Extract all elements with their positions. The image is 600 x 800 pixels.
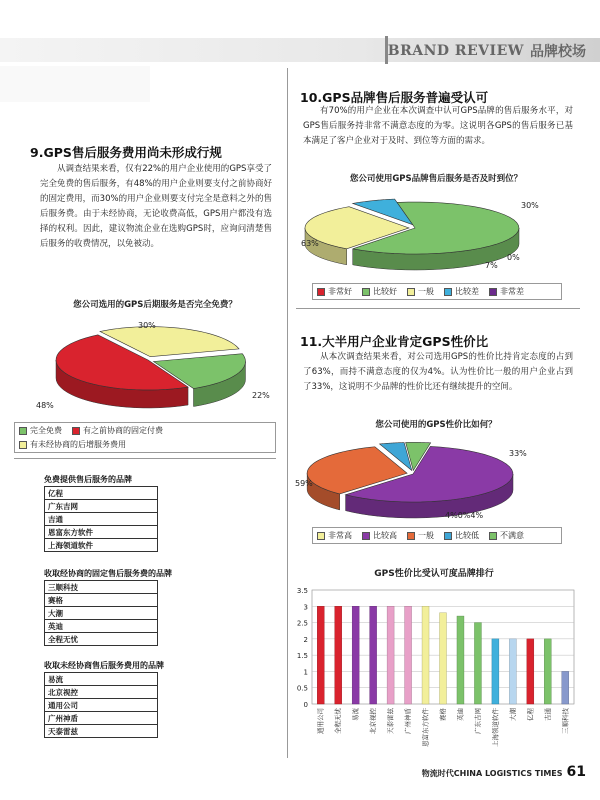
x-tick-label: 英迪	[456, 708, 465, 721]
legend-entry	[19, 425, 62, 436]
section-name: 品牌校场	[530, 44, 586, 60]
legend-label: 比较高	[373, 531, 397, 540]
legend-swatch	[362, 532, 370, 540]
x-tick-label: 通用公司	[316, 708, 325, 734]
legend-entry	[407, 286, 434, 297]
sec9-body: 从调查结果来看，仅有22%的用户企业使用的GPS享受了完全免费的售后服务，有48%的用户企业则要支付之前协商好的固定费用，而30%的用户企业则要支付完全是意料之外的售后服务费。由于未经协商，无论收费高低，GPS用户都没有选择的权利。因此，建议物流企业在选购GPS时，应询问清楚售后服务的收费情况，以免被动。	[40, 164, 272, 249]
table-row	[45, 712, 158, 725]
legend-swatch	[19, 427, 27, 435]
table1	[44, 486, 158, 552]
legend-swatch	[444, 288, 452, 296]
table-row	[45, 487, 158, 500]
chart2-pie	[295, 188, 577, 280]
pie-value-label: 33%	[509, 449, 527, 458]
table-cell: 英迪	[45, 620, 158, 633]
legend-swatch	[19, 441, 27, 449]
x-tick-label: 大潮	[508, 708, 517, 721]
pie-value-label: 30%	[138, 321, 156, 330]
x-tick-label: 吉通	[543, 708, 552, 721]
y-tick-label: 0.5	[296, 684, 308, 693]
pie-value-label: 59%	[295, 479, 313, 488]
legend-label: 非常好	[328, 287, 352, 296]
y-tick-label: 1.5	[296, 652, 308, 661]
legend-label: 比较差	[455, 287, 479, 296]
legend-label: 不满意	[500, 531, 524, 540]
legend-label: 非常高	[328, 531, 352, 540]
table-cell: 大潮	[45, 607, 158, 620]
bar	[457, 616, 464, 704]
legend-entry	[72, 425, 163, 436]
bar	[352, 606, 359, 704]
table-cell: 北京视控	[45, 686, 158, 699]
table-cell: 广州神盾	[45, 712, 158, 725]
legend-entry	[444, 530, 479, 541]
table-row	[45, 607, 158, 620]
legend-swatch	[362, 288, 370, 296]
table-cell: 三顺科技	[45, 581, 158, 594]
table-cell: 通用公司	[45, 699, 158, 712]
sec11-heading: 11.大半用户企业肯定GPS性价比	[300, 334, 489, 349]
table-cell: 亿程	[45, 487, 158, 500]
y-tick-label: 1	[303, 668, 308, 677]
chart1-legend	[14, 422, 276, 453]
sec10-body: 有70%的用户企业在本次调查中认可GPS品牌的售后服务水平，对GPS售后服务持非常不满意态度的为零。这说明各GPS的售后服务已基本满足了客户企业对于及时、到位等方面的需求。	[303, 106, 573, 146]
bar	[335, 606, 342, 704]
bar	[405, 606, 412, 704]
legend-label: 一般	[418, 287, 434, 296]
x-tick-label: 全程无忧	[334, 708, 343, 734]
bar	[370, 606, 377, 704]
pie-value-label: 30%	[521, 201, 539, 210]
legend-swatch	[407, 532, 415, 540]
x-tick-label: 北京视控	[369, 708, 378, 734]
table-cell: 天泰雷兹	[45, 725, 158, 738]
legend-swatch	[72, 427, 80, 435]
legend-label: 有未经协商的后增服务费用	[30, 440, 126, 449]
legend-entry	[489, 286, 524, 297]
chart3-legend	[312, 527, 562, 544]
y-tick-label: 3	[303, 603, 308, 612]
legend-label: 完全免费	[30, 426, 62, 435]
table-row	[45, 594, 158, 607]
table-row	[45, 633, 158, 646]
legend-label: 非常差	[500, 287, 524, 296]
x-tick-label: 天泰雷兹	[386, 708, 395, 734]
bar	[317, 606, 324, 704]
chart3-pie	[295, 432, 577, 524]
table-cell: 易流	[45, 673, 158, 686]
legend-entry	[317, 286, 352, 297]
legend-label: 一般	[418, 531, 434, 540]
x-tick-label: 广东吉网	[473, 708, 482, 734]
section-header	[388, 40, 586, 62]
table-row	[45, 500, 158, 513]
section-rule	[14, 458, 276, 459]
bar	[544, 639, 551, 704]
legend-label: 比较低	[455, 531, 479, 540]
table-row	[45, 513, 158, 526]
magazine-name: 物流时代CHINA LOGISTICS TIMES	[421, 769, 563, 778]
sec9-heading: 9.GPS售后服务费用尚未形成行规	[30, 145, 222, 160]
table-row	[45, 526, 158, 539]
bar	[509, 639, 516, 704]
table3-title: 收取未经协商售后服务费用的品牌	[44, 661, 164, 670]
legend-entry	[407, 530, 434, 541]
table-cell: 恩富东方软件	[45, 526, 158, 539]
table1-title: 免费提供售后服务的品牌	[44, 475, 132, 484]
table-row	[45, 686, 158, 699]
table-cell: 吉通	[45, 513, 158, 526]
table-cell: 广东吉网	[45, 500, 158, 513]
bar	[440, 613, 447, 704]
pie-value-label: 22%	[252, 391, 270, 400]
faded-page-fragment	[0, 66, 150, 102]
page-footer	[422, 764, 586, 780]
chart1-caption: 您公司选用的GPS后期服务是否完全免费？	[73, 300, 237, 310]
pie-value-label: 48%	[36, 401, 54, 410]
legend-label: 有之前协商的固定付费	[83, 426, 163, 435]
chart2-caption: 您公司使用GPS品牌售后服务是否及时到位？	[349, 174, 523, 184]
legend-entry	[317, 530, 352, 541]
bar	[387, 606, 394, 704]
x-tick-label: 上海领道软件	[491, 708, 500, 747]
table-cell: 上海领道软件	[45, 539, 158, 552]
brand-review-label: BRAND REVIEW	[387, 43, 524, 59]
x-tick-label: 三顺科技	[561, 708, 570, 734]
y-tick-label: 2	[303, 635, 308, 644]
y-tick-label: 3.5	[296, 587, 308, 595]
x-tick-label: 广州神盾	[404, 708, 413, 734]
legend-entry	[444, 286, 479, 297]
pie-value-label: 63%	[301, 239, 319, 248]
bar	[474, 623, 481, 704]
table-row	[45, 581, 158, 594]
chart2-legend	[312, 283, 562, 300]
pie-value-label: 0%	[507, 253, 520, 262]
bar	[562, 671, 569, 704]
legend-entry	[489, 530, 524, 541]
legend-swatch	[489, 532, 497, 540]
chart3-caption: 您公司使用的GPS性价比如何？	[375, 420, 497, 430]
sec11-body: 从本次调查结果来看，对公司选用GPS的性价比持肯定态度的占到了63%，而持不满意态度的仅为4%。认为性价比一般的用户企业占到了33%，这说明不少品牌的性价比还有继续提升的空间。	[303, 352, 573, 392]
page-number: 61	[566, 764, 586, 780]
sec10-heading: 10.GPS品牌售后服务普遍受认可	[300, 90, 489, 105]
x-tick-label: 恩富东方软件	[421, 708, 430, 747]
pie-value-label: 4%0%4%	[445, 511, 484, 520]
pie-value-label: 7%	[485, 261, 498, 270]
table2	[44, 580, 158, 646]
bar	[492, 639, 499, 704]
y-tick-label: 0	[303, 701, 308, 709]
legend-swatch	[489, 288, 497, 296]
table-row	[45, 699, 158, 712]
x-tick-label: 易流	[351, 708, 360, 721]
table-cell: 赛格	[45, 594, 158, 607]
legend-swatch	[444, 532, 452, 540]
legend-swatch	[317, 532, 325, 540]
table3	[44, 672, 158, 738]
chart-title: GPS性价比受认可度品牌排行	[374, 569, 494, 579]
section-rule-2	[296, 308, 580, 309]
table-row	[45, 673, 158, 686]
legend-entry	[362, 286, 397, 297]
table-row	[45, 620, 158, 633]
x-tick-label: 亿程	[526, 708, 535, 721]
table2-title: 收取经协商的固定售后服务费的品牌	[44, 569, 172, 578]
chart4-bar	[286, 562, 582, 752]
table-cell: 全程无忧	[45, 633, 158, 646]
chart1-pie	[20, 312, 280, 422]
legend-label: 比较好	[373, 287, 397, 296]
bar	[527, 639, 534, 704]
legend-entry	[362, 530, 397, 541]
legend-swatch	[317, 288, 325, 296]
bar	[422, 606, 429, 704]
x-tick-label: 赛格	[439, 708, 447, 721]
y-tick-label: 2.5	[296, 619, 308, 628]
legend-swatch	[407, 288, 415, 296]
table-row	[45, 725, 158, 738]
legend-entry	[19, 439, 126, 450]
table-row	[45, 539, 158, 552]
